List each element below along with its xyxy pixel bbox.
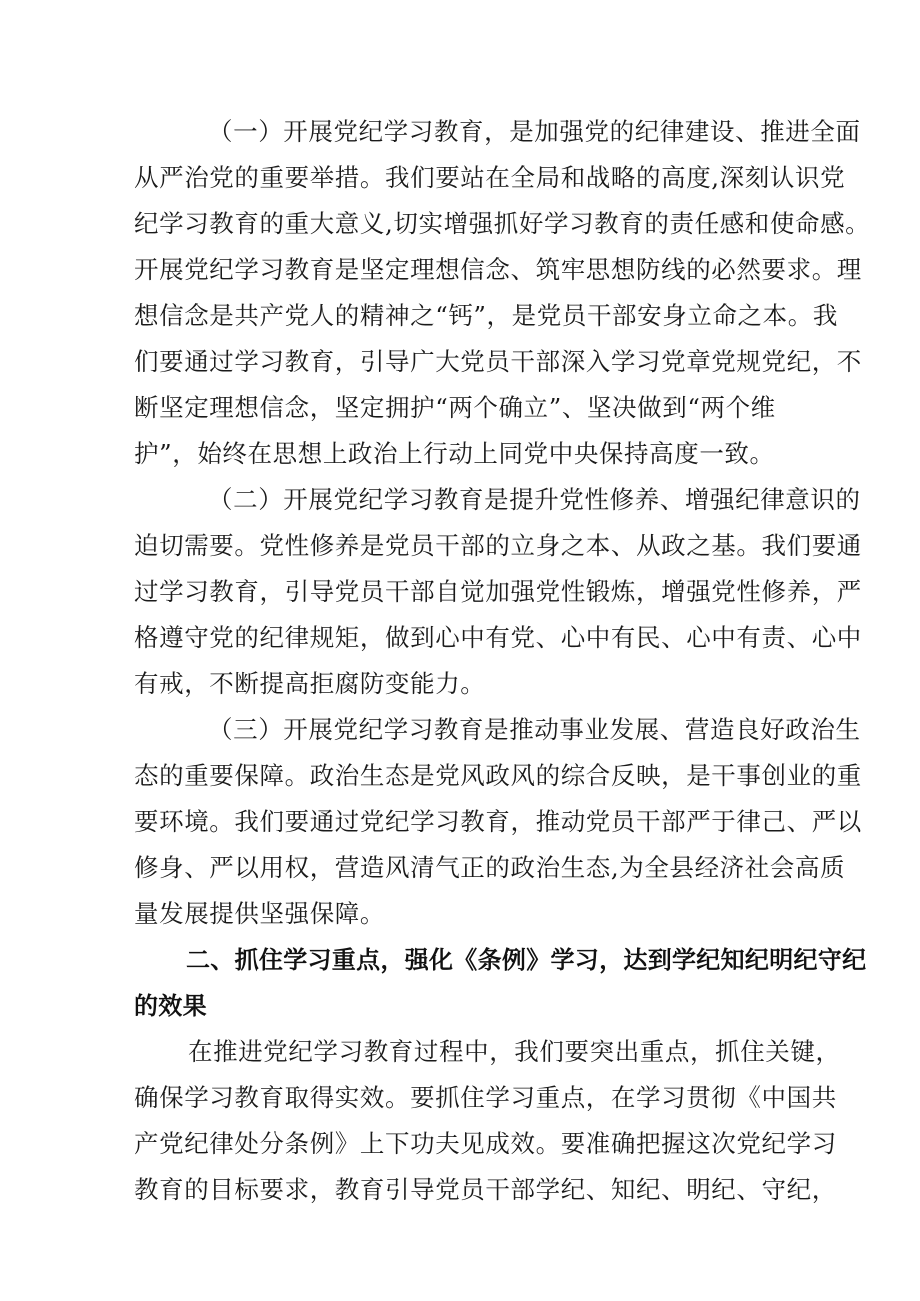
text-line: 们要通过学习教育，引导广大党员干部深入学习党章党规党纪，不 [134,347,862,376]
text-line: 护”，始终在思想上政治上行动上同党中央保持高度一致。 [134,439,775,468]
text-line: 要环境。我们要通过党纪学习教育，推动党员干部严于律己、严以 [134,807,862,836]
text-line: （三）开展党纪学习教育是推动事业发展、营造良好政治生 [208,715,861,744]
text-line: 过学习教育，引导党员干部自觉加强党性锻炼，增强党性修养，严 [134,577,862,606]
text-line: 修身、严以用权，营造风清气正的政治生态,为全县经济社会高质 [134,853,846,882]
text-line: 开展党纪学习教育是坚定理想信念、筑牢思想防线的必然要求。理 [134,255,862,284]
text-line: 确保学习教育取得实效。要抓住学习重点，在学习贯彻《中国共 [134,1083,837,1112]
text-line: 断坚定理想信念，坚定拥护“两个确立”、坚决做到“两个维 [134,393,776,422]
text-line: 态的重要保障。政治生态是党风政风的综合反映，是干事创业的重 [134,761,862,790]
text-line: 格遵守党的纪律规矩，做到心中有党、心中有民、心中有责、心中 [134,623,862,652]
text-line: 有戒，不断提高拒腐防变能力。 [134,669,486,698]
text-line: 迫切需要。党性修养是党员干部的立身之本、从政之基。我们要通 [134,531,862,560]
heading-line: 二、抓住学习重点，强化《条例》学习，达到学纪知纪明纪守纪 [186,946,867,974]
text-line: 在推进党纪学习教育过程中，我们要突出重点，抓住关键， [188,1037,841,1066]
text-line: 想信念是共产党人的精神之“钙”，是党员干部安身立命之本。我 [134,301,838,330]
text-line: （二）开展党纪学习教育是提升党性修养、增强纪律意识的 [208,485,861,514]
heading-line: 的效果 [134,992,207,1020]
text-line: 教育的目标要求，教育引导党员干部学纪、知纪、明纪、守纪， [134,1175,837,1204]
text-line: 从严治党的重要举措。我们要站在全局和战略的高度,深刻认识党 [134,163,846,192]
text-line: 量发展提供坚强保障。 [134,899,385,928]
text-line: 纪学习教育的重大意义,切实增强抓好学习教育的责任感和使命感。 [134,209,871,238]
text-line: 产党纪律处分条例》上下功夫见成效。要准确把握这次党纪学习 [134,1129,837,1158]
text-line: （一）开展党纪学习教育，是加强党的纪律建设、推进全面 [208,117,861,146]
